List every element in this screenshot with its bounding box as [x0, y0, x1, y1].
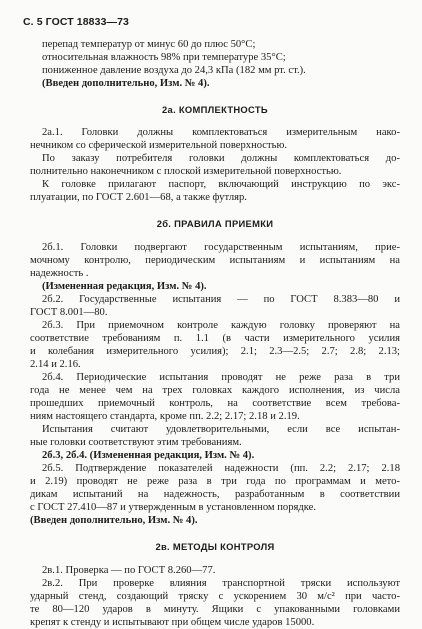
- text-line: По заказу потребителя головки должны комплектоваться до-: [42, 153, 400, 164]
- text-line: 2б.2. Государственные испытания — по ГОСТ 8.383—80 и: [42, 294, 400, 305]
- text-line: с ГОСТ 27.410—87 и утвержденным в установленном порядке.: [30, 502, 317, 513]
- text-line: перепад температур от минус 60 до плюс 50°С;: [42, 39, 256, 50]
- text-line: 2в.2. При проверке влияния транспортной тряски используют: [42, 578, 400, 589]
- text-line: К головке прилагают паспорт, включающий инструкцию по экс-: [42, 179, 400, 190]
- text-line: крепят к стенду и испытывают при общем числе ударов 15000.: [30, 617, 315, 628]
- text-line: полнительно наконечником с плоской измерительной поверхностью.: [30, 166, 342, 177]
- amendment-note: 2б.3, 2б.4. (Измененная редакция, Изм. № 4).: [42, 450, 255, 461]
- page-body: [30, 38, 400, 629]
- text-line: 2б.5. Подтверждение показателей надежности (пп. 2.2; 2.17; 2.18: [42, 463, 400, 474]
- text-line: ГОСТ 8.001—80.: [30, 307, 108, 318]
- text-line: мочному контролю, периодическим испытаниям и испытаниям на: [30, 255, 400, 266]
- amendment-note: (Введен дополнительно, Изм. № 4).: [30, 515, 198, 526]
- section-heading-control-methods: 2в. МЕТОДЫ КОНТРОЛЯ: [155, 541, 275, 552]
- amendment-note: (Измененная редакция, Изм. № 4).: [42, 281, 207, 292]
- text-line: 2б.1. Головки подвергают государственным испытаниям, прие-: [42, 242, 400, 253]
- text-line: года не менее чем на трех головках каждого исполнения, из числа: [30, 385, 400, 396]
- text-line: ударный стенд, создающий тряску с ускорением 30 м/с² при часто-: [30, 591, 400, 602]
- text-line: соответствие требованиям п. 1.1 (в части измерительного усилия: [30, 333, 400, 344]
- text-line: прошедших приемочный контроль, на соответствие всем требова-: [30, 398, 400, 409]
- section-heading-completeness: 2а. КОМПЛЕКТНОСТЬ: [162, 104, 268, 115]
- text-line: дикам испытаний на надежность, разработанным в соответствии: [30, 489, 400, 500]
- text-line: ные головки соответствуют этим требованиям.: [30, 437, 242, 448]
- text-line: и 2.19) проводят не реже раза в три года по программам и мето-: [30, 476, 400, 487]
- section-heading-acceptance-rules: 2б. ПРАВИЛА ПРИЕМКИ: [156, 218, 274, 229]
- text-line: пониженное давление воздуха до 24,3 кПа (182 мм рт. ст.).: [42, 65, 306, 76]
- text-line: ниям настоящего стандарта, кроме пп. 2.2; 2.17; 2.18 и 2.19.: [30, 411, 300, 422]
- amendment-note: (Введен дополнительно, Изм. № 4).: [42, 78, 210, 89]
- text-line: 2.14 и 2.16.: [30, 359, 81, 370]
- text-line: надежность .: [30, 268, 89, 279]
- page-header: С. 5 ГОСТ 18833—73: [23, 16, 129, 28]
- text-line: 2б.4. Периодические испытания проводят не реже раза в три: [42, 372, 400, 383]
- text-line: Испытания считают удовлетворительными, если все испытан-: [42, 424, 400, 435]
- text-line: 2а.1. Головки должны комплектоваться измерительным нако-: [42, 127, 400, 138]
- text-line: относительная влажность 98% при температуре 35°С;: [42, 52, 286, 63]
- text-line: плуатации, по ГОСТ 2.601—68, а также футляр.: [30, 192, 247, 203]
- text-line: 2б.3. При приемочном контроле каждую головку проверяют на: [42, 320, 400, 331]
- text-line: те 80—120 ударов в минуту. Ящики с упакованными головками: [30, 604, 400, 615]
- text-line: нечником со сферической измерительной поверхностью.: [30, 140, 288, 151]
- text-line: 2в.1. Проверка — по ГОСТ 8.260—77.: [42, 565, 216, 576]
- text-line: и колебания измерительного усилия); 2.1; 2.3—2.5; 2.7; 2.8; 2.13;: [30, 346, 400, 357]
